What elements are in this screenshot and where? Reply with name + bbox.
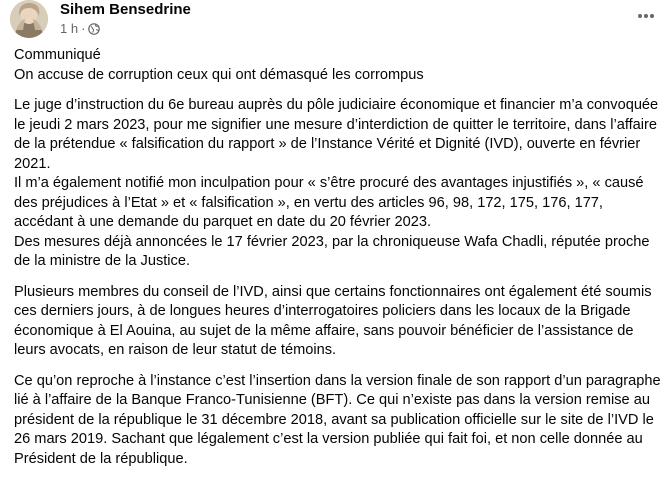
post-paragraph: Le juge d’instruction du 6e bureau auprès du pôle judiciaire économique et financier m’a convoquée le jeudi 2 mars 2023, pour me signifier une mesure d’interdiction de quitter le territoire, dans l’affaire de la prétendue « falsification du rapport » de l’Instance Vérité et Dignité (IVD), ouverte en février 2021. Il m’a également notifié mon inculpation pour « s’être procuré des avantages injustifiés », « causé des préjudices à l’Etat » et « falsification », en vertu des articles 96, 98, 172, 175, 176, 177, accédant à une demande du parquet en date du 20 février 2023. Des mesures déjà annoncées le 17 février 2023, par la chroniqueuse Wafa Chadli, réputée proche de la ministre de la Justice.	[14, 97, 659, 269]
avatar-portrait-icon	[10, 0, 48, 38]
post-paragraph: Plusieurs membres du conseil de l’IVD, ainsi que certains fonctionnaires ont également été soumis ces derniers jours, à de longues heures d’interrogatoires policiers dans les locaux de la Brigade économique à El Aouina, au sujet de la même affaire, sans pouvoir bénéficier de l’assistance de leurs avocats, en raison de leur statut de témoins.	[14, 283, 652, 358]
post-paragraph: Ce qu’on reproche à l’instance c’est l’insertion dans la version finale de son rapport d’un paragraphe lié à l’affaire de la Banque Franco-Tunisienne (BFT). Ce qui n’existe pas dans la version remise au président de la république le 31 décembre 2018, avant sa publication officielle sur le site de l’IVD le 26 mars 2019. Sachant que légalement c’est la version publiée qui fait foi, et non celle donnée au Président de la république.	[14, 372, 661, 467]
post-meta	[60, 21, 100, 36]
post-paragraph-title: Communiqué On accuse de corruption ceux qui ont démasqué les corrompus	[14, 47, 424, 83]
more-options-icon	[636, 13, 656, 19]
post-body	[14, 46, 664, 480]
post-timestamp[interactable]: 1 h	[60, 21, 79, 36]
post-header	[0, 0, 670, 44]
globe-icon	[88, 23, 100, 35]
author-name[interactable]: Sihem Bensedrine	[60, 1, 191, 18]
more-options-button[interactable]	[631, 6, 661, 26]
author-avatar[interactable]	[10, 0, 48, 38]
meta-separator: ·	[81, 21, 86, 36]
